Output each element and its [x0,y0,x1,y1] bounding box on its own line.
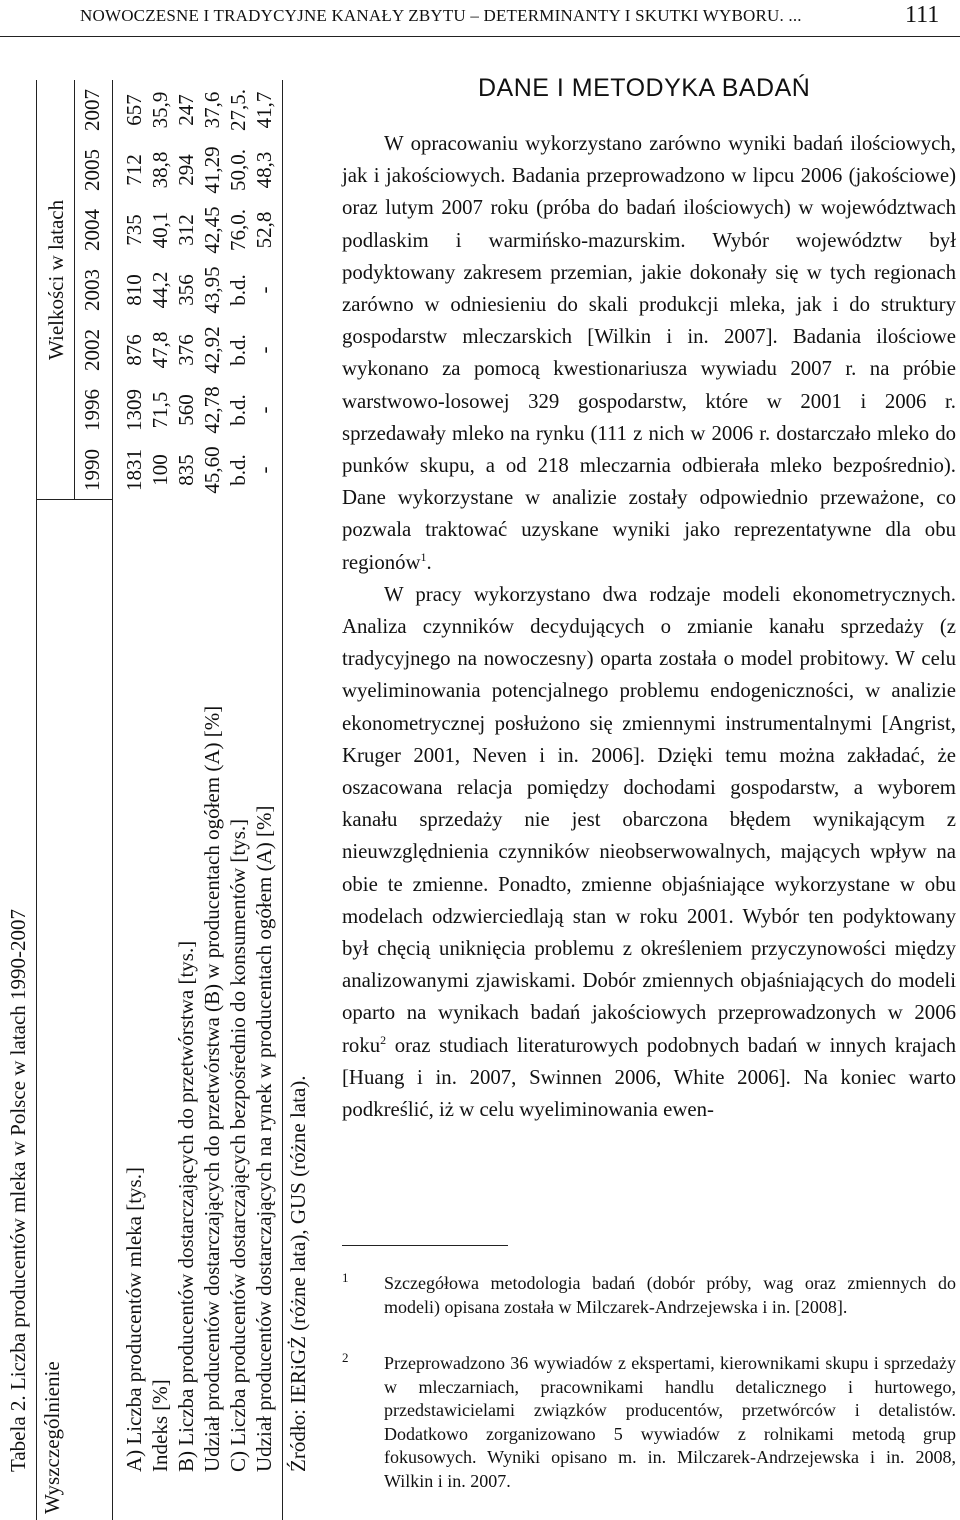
footnote-mark: 1 [342,1270,349,1285]
footnote [342,1272,956,1319]
paragraph [342,128,956,579]
footnote-ref: 1 [420,549,427,564]
table-cell: 247 [174,94,198,126]
table-cell: - [252,286,276,294]
table-caption: Tabela 2. Liczba producentów mleka w Polsce w latach 1990-2007 [6,908,30,1472]
footnote-text: Szczegółowa metodologia badań (dobór próby, wag oraz zmiennych do modeli) opisana została w Milczarek-Andrzejewska i in. [2008]. [384,1273,956,1317]
header-bottom-rule [112,80,113,1520]
table-cell: 376 [174,334,198,366]
running-header [0,0,960,40]
table-cell: - [252,406,276,414]
header-wielkosci-w-latach: Wielkości w latach [44,199,68,360]
table-cell: b.d. [226,274,250,306]
table-top-rule [36,80,37,1520]
table-cell: 810 [122,274,146,306]
table-cell: 735 [122,214,146,246]
rotated-table [0,48,340,1520]
table-row-label: Udział producentów dostarczających na rynek w producentach ogółem (A) [%] [252,805,276,1472]
table-source: Źródło: IERiGŻ (różne lata), GUS (różne lata). [286,1075,310,1472]
year-header: 2007 [80,89,104,131]
footnote [342,1352,956,1493]
table-cell: 47,8 [148,331,172,369]
footnote-mark: 2 [342,1350,349,1365]
table-cell: 294 [174,154,198,186]
year-header: 1990 [80,449,104,491]
footnote-ref: 2 [380,1032,387,1047]
section-title: DANE I METODYKA BADAŃ [478,74,811,102]
table-cell: b.d. [226,334,250,366]
table-cell: 1309 [122,389,146,431]
body-text [342,128,956,1126]
running-header-title: NOWOCZESNE I TRADYCYJNE KANAŁY ZBYTU – DETERMINANTY I SKUTKI WYBORU. ... [80,6,802,25]
table-cell: 42,92 [200,326,224,374]
table-row-label: A) Liczba producentów mleka [tys.] [122,1167,146,1472]
table-cell: 50,0. [226,149,250,191]
table-cell: 560 [174,394,198,426]
table-row-label: Udział producentów dostarczających do przetwórstwa (B) w producentach ogółem (A) [%] [200,705,224,1472]
table-cell: 835 [174,454,198,486]
table-cell: 657 [122,94,146,126]
table-cell: 876 [122,334,146,366]
table-cell: 1831 [122,449,146,491]
table-container [0,48,340,1520]
paragraph-text: W opracowaniu wykorzystano zarówno wyniki badań ilościowych, jak i jakościowych. Badania przeprowadzono w lipcu 2006 (jakościowe) oraz lutym 2007 roku (próba do badań ilościowych) w województwach podlaskim i warmińsko-mazurskim. Wybór województw był podyktowany zakresem przemian, jakie dokonały się w tych regionach zarówno w odniesieniu do skali produkcji mleka, jak i do struktury gospodarstw mleczarskich [Wilkin i in. 2007]. Badania ilościowe wykonano za pomocą kwestionariusza wywiadu 2007 r. na próbie warstwowo-losowej 329 gospodarstw, które w 2001 i 2006 r. sprzedawały mleko na rynku (111 z nich w 2006 r. dostarczało mleko do punków skupu, a od 218 mleczarnia odbierała mleko bezpośrednio). Dane wykorzystane w analizie zostały odpowiednio przeważone, co pozwala traktować uzyskane wyniki jako reprezentatywne dla obu regionów [342,132,956,574]
table-cell: 42,78 [200,386,224,434]
year-header: 2005 [80,149,104,191]
table-cell: b.d. [226,394,250,426]
year-header: 1996 [80,389,104,431]
footnote-rule [342,1245,508,1246]
table-cell: b.d. [226,454,250,486]
table-cell: 356 [174,274,198,306]
table-cell: 41,7 [252,91,276,129]
paragraph-text: oraz studiach literaturowych podobnych badań w innych krajach [Huang i in. 2007, Swinnen 2006, White 2006]. Na koniec warto podkreślić, iż w celu wyeliminowania ewen- [342,1033,956,1122]
table-cell: 38,8 [148,151,172,189]
table-cell: 71,5 [148,391,172,429]
paragraph-text: W pracy wykorzystano dwa rodzaje modeli ekonometrycznych. Analiza czynników decydujących o zmianie kanału sprzedaży (z tradycyjnego na nowoczesny) oparta została o model probitowy. W celu wyeliminowania potencjalnego problemu endogeniczności, w analizie ekonometrycznej posłużono się zmiennymi instrumentalnymi [Angrist, Kruger 2001, Neven i in. 2006]. Dzięki temu można zakładać, że oszacowana relacja pomiędzy dochodami gospodarstw, a wyborem kanału sprzedaży nie jest obarczona błędem wynikającym z nieuwzględnienia czynników nieobserwowalnych, mających wpływ na obie te zmienne. Ponadto, zmienne objaśniające wykorzystane w obu modelach odzwierciedlają stan w roku 2001. Wybór ten podyktowany był chęcią uniknięcia problemu z określeniem przyczynowości między analizowanymi zjawiskami. Dobór zmiennych objaśniających do modeli oparto na wynikach badań jakościowych przeprowadzonych w 2006 roku [342,582,956,1057]
table-cell: 100 [148,454,172,486]
table-row-label: C) Liczba producentów dostarczających bezpośrednio do konsumentów [tys.] [226,818,250,1472]
table-cell: 48,3 [252,151,276,189]
group-header-rule [74,80,75,500]
table-cell: 37,6 [200,91,224,129]
table-cell: - [252,466,276,474]
year-header: 2004 [80,209,104,251]
paragraph-text: . [426,550,432,574]
table-cell: 43,95 [200,266,224,314]
table-cell: 712 [122,154,146,186]
footnote-text: Przeprowadzono 36 wywiadów z ekspertami, kierownikami skupu i sprzedaży w mleczarniach, pracownikami handlu detalicznego i hurtowego, przedstawicielami związków producentów, przetwórców i detalistów. Dodatkowo zorganizowano 5 wywiadów z rolnikami metodą grup fokusowych. Wyniki opisano m. in. Milczarek-Andrzejewska i in. 2008, Wilkin i in. 2007. [384,1353,956,1491]
table-cell: 35,9 [148,91,172,129]
table-cell: - [252,346,276,354]
table-cell: 27,5. [226,89,250,131]
table-cell: 42,45 [200,206,224,254]
table-cell: 76,0. [226,209,250,251]
paragraph [342,579,956,1126]
table-cell: 52,8 [252,211,276,249]
table-cell: 45,60 [200,446,224,494]
year-header: 2002 [80,329,104,371]
table-cell: 44,2 [148,271,172,309]
page-number: 111 [905,2,940,28]
header-wyszczegolnienie: Wyszczególnienie [40,1361,64,1514]
table-cell: 41,29 [200,146,224,194]
header-rule [0,36,960,37]
table-row-label: B) Liczba producentów dostarczających do przetwórstwa [tys.] [174,940,198,1472]
table-bottom-rule [282,80,283,1520]
table-row-label: Indeks [%] [148,1379,172,1472]
table-cell: 312 [174,214,198,246]
table-cell: 40,1 [148,211,172,249]
year-header: 2003 [80,269,104,311]
